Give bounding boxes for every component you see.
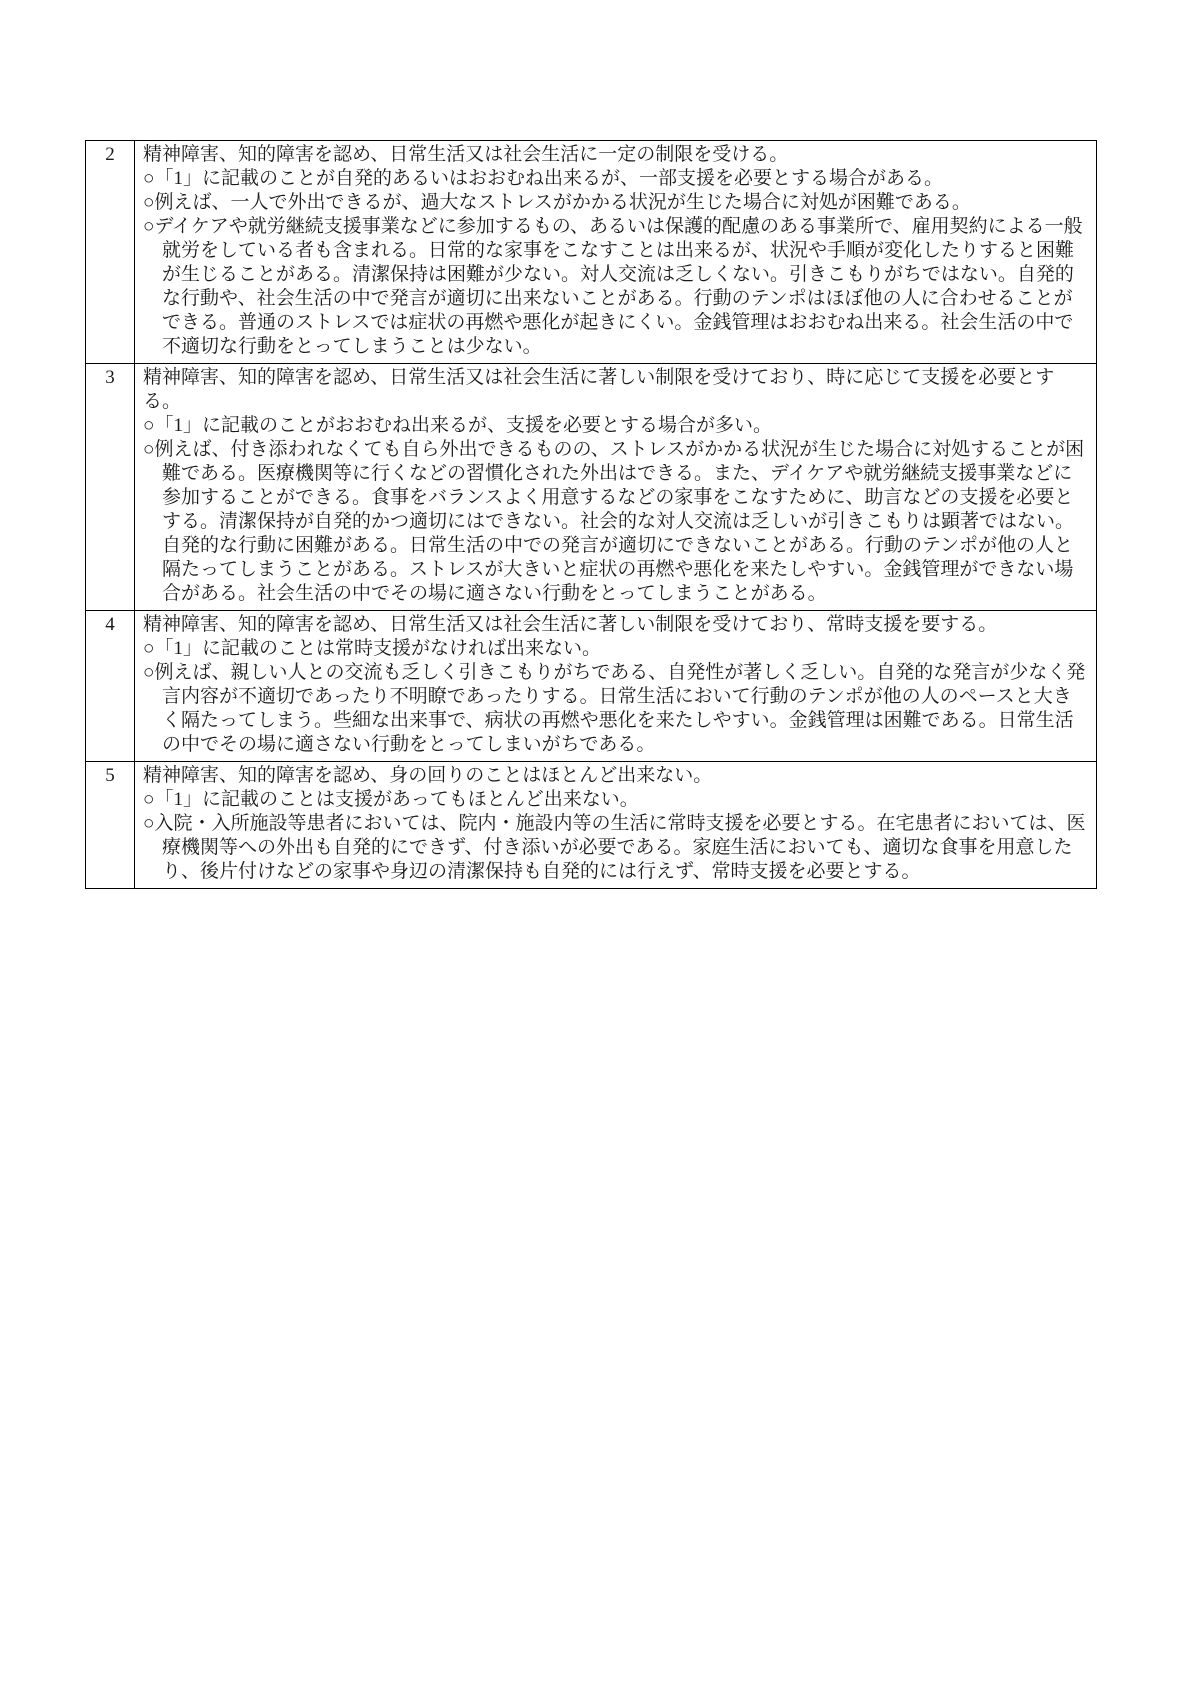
table-row bbox=[86, 141, 1097, 364]
grade-number: 3 bbox=[86, 364, 135, 611]
grade-lead-text: 精神障害、知的障害を認め、身の回りのことはほとんど出来ない。 bbox=[143, 765, 713, 786]
grade-lead-text: 精神障害、知的障害を認め、日常生活又は社会生活に著しい制限を受けており、常時支援を要する。 bbox=[143, 614, 998, 635]
table-row bbox=[86, 364, 1097, 611]
grade-bullet-text: ○デイケアや就労継続支援事業などに参加するもの、あるいは保護的配慮のある事業所で、雇用契約による一般就労をしている者も含まれる。日常的な家事をこなすことは出来るが、状況や手順が変化したりすると困難が生じることがある。清潔保持は困難が少ない。対人交流は乏しくない。引きこもりがちではない。自発的な行動や、社会生活の中で発言が適切に出来ないことがある。行動のテンポはほぼ他の人に合わせることができる。普通のストレスでは症状の再燃や悪化が起きにくい。金銭管理はおおむね出来る。社会生活の中で不適切な行動をとってしまうことは少ない。 bbox=[143, 216, 1083, 357]
grade-lead-text: 精神障害、知的障害を認め、日常生活又は社会生活に一定の制限を受ける。 bbox=[143, 144, 789, 165]
grade-number: 2 bbox=[86, 141, 135, 364]
grade-bullet-text: ○「1」に記載のことは支援があってもほとんど出来ない。 bbox=[143, 789, 639, 810]
grade-table bbox=[85, 140, 1097, 889]
grade-description bbox=[135, 762, 1097, 889]
grade-description bbox=[135, 364, 1097, 611]
table-row bbox=[86, 762, 1097, 889]
grade-bullet-text: ○「1」に記載のことは常時支援がなければ出来ない。 bbox=[143, 638, 601, 659]
grade-number: 4 bbox=[86, 611, 135, 762]
grade-bullet-text: ○例えば、親しい人との交流も乏しく引きこもりがちである、自発性が著しく乏しい。自発的な発言が少なく発言内容が不適切であったり不明瞭であったりする。日常生活において行動のテンポが他の人のペースと大きく隔たってしまう。些細な出来事で、病状の再燃や悪化を来たしやすい。金銭管理は困難である。日常生活の中でその場に適さない行動をとってしまいがちである。 bbox=[143, 662, 1086, 755]
grade-number: 5 bbox=[86, 762, 135, 889]
grade-lead-text: 精神障害、知的障害を認め、日常生活又は社会生活に著しい制限を受けており、時に応じて支援を必要とする。 bbox=[143, 367, 1055, 412]
grade-bullet-text: ○「1」に記載のことが自発的あるいはおおむね出来るが、一部支援を必要とする場合がある。 bbox=[143, 168, 943, 189]
grade-bullet-text: ○入院・入所施設等患者においては、院内・施設内等の生活に常時支援を必要とする。在宅患者においては、医療機関等への外出も自発的にできず、付き添いが必要である。家庭生活においても、適切な食事を用意したり、後片付けなどの家事や身辺の清潔保持も自発的には行えず、常時支援を必要とする。 bbox=[143, 813, 1086, 882]
grade-table-body bbox=[86, 141, 1097, 889]
grade-description bbox=[135, 141, 1097, 364]
grade-bullet-text: ○「1」に記載のことがおおむね出来るが、支援を必要とする場合が多い。 bbox=[143, 415, 772, 436]
grade-bullet-text: ○例えば、付き添われなくても自ら外出できるものの、ストレスがかかる状況が生じた場合に対処することが困難である。医療機関等に行くなどの習慣化された外出はできる。また、デイケアや就労継続支援事業などに参加することができる。食事をバランスよく用意するなどの家事をこなすために、助言などの支援を必要とする。清潔保持が自発的かつ適切にはできない。社会的な対人交流は乏しいが引きこもりは顕著ではない。自発的な行動に困難がある。日常生活の中での発言が適切にできないことがある。行動のテンポが他の人と隔たってしまうことがある。ストレスが大きいと症状の再燃や悪化を来たしやすい。金銭管理ができない場合がある。社会生活の中でその場に適さない行動をとってしまうことがある。 bbox=[143, 439, 1085, 604]
grade-bullet-text: ○例えば、一人で外出できるが、過大なストレスがかかる状況が生じた場合に対処が困難である。 bbox=[143, 192, 971, 213]
grade-description bbox=[135, 611, 1097, 762]
table-row bbox=[86, 611, 1097, 762]
